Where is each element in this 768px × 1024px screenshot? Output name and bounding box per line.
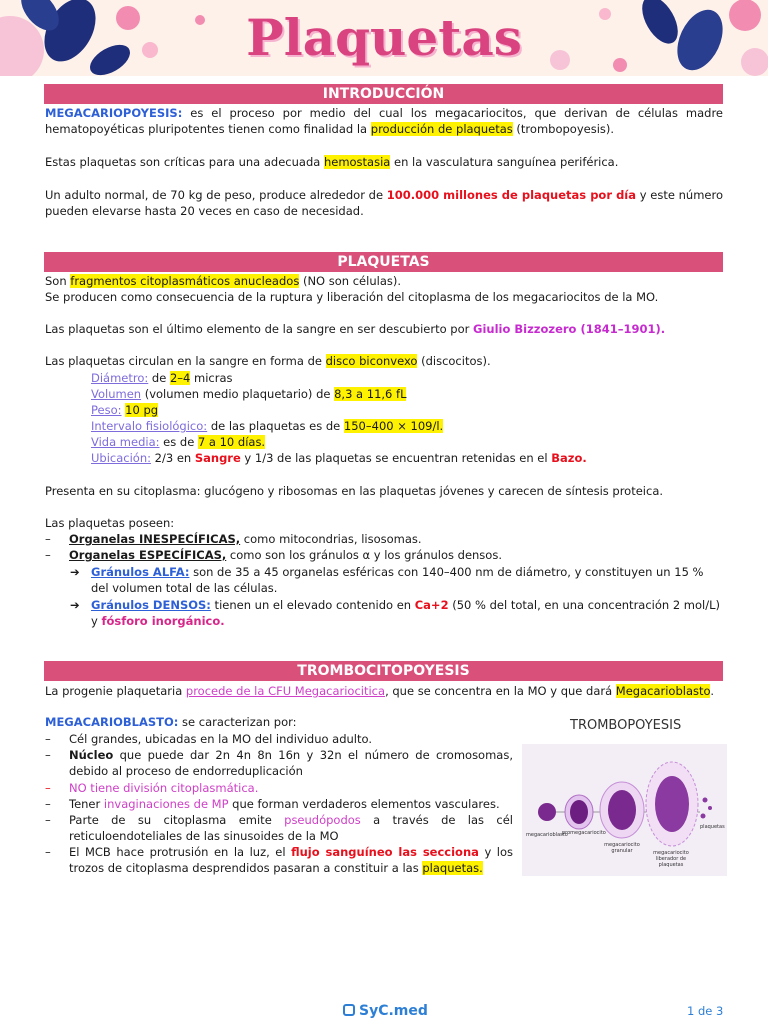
prop-vida-media: Vida media: es de 7 a 10 días. bbox=[91, 435, 266, 449]
section-header-plaquetas: PLAQUETAS bbox=[44, 252, 723, 272]
intro-paragraph-1: MEGACARIOPOYESIS: es el proceso por medio del cual los megacariocitos, que derivan de células madre hematopoyéticas pluripotentes tienen como finalidad la producción de plaquetas (trombopoyesis). bbox=[45, 106, 723, 136]
megacarioblasto-heading: MEGACARIOBLASTO: se caracterizan por: bbox=[45, 715, 297, 729]
prop-intervalo: Intervalo fisiológico: de las plaquetas es de 150–400 × 109/l. bbox=[91, 419, 444, 433]
figure-title: TROMBOPOYESIS bbox=[570, 718, 682, 733]
granulos-densos: Gránulos DENSOS: tienen un el elevado contenido en Ca+2 (50 % del total, en una concentración 2 mol/L) y fósforo inorgánico. bbox=[91, 598, 721, 628]
mb-bullet-1: Cél grandes, ubicadas en la MO del individuo adulto. bbox=[69, 732, 373, 746]
intro-paragraph-2: Estas plaquetas son críticas para una adecuada hemostasia en la vasculatura sanguínea periférica. bbox=[45, 155, 619, 169]
granulos-alfa: Gránulos ALFA: son de 35 a 45 organelas esféricas con 140–400 nm de diámetro, y constituyen un 15 % del volumen total de las células. bbox=[91, 565, 704, 595]
plaq-line-2: Se producen como consecuencia de la ruptura y liberación del citoplasma de los megacariocitos de la MO. bbox=[45, 290, 659, 304]
arrow-icon: ➔ bbox=[70, 565, 80, 579]
organelas-especificas: Organelas ESPECÍFICAS, como son los gránulos α y los gránulos densos. bbox=[69, 548, 502, 562]
trombopoyesis-figure: TROMBOPOYESIS megacarioblasto promegacariocito megacariocito granular megacariocito liberador de plaquetas plaquetas bbox=[522, 712, 727, 877]
plaq-line-5: Presenta en su citoplasma: glucógeno y ribosomas en las plaquetas jóvenes y carecen de síntesis proteica. bbox=[45, 484, 664, 498]
footer-brand: SyC.med bbox=[343, 1003, 428, 1019]
prop-ubicacion: Ubicación: 2/3 en Sangre y 1/3 de las plaquetas se encuentran retenidas en el Bazo. bbox=[91, 451, 587, 465]
mb-bullet-6: El MCB hace protrusión en la luz, el flujo sanguíneo las secciona y los trozos de citoplasma desprendidos pasaran a constituir a las plaquetas. bbox=[69, 845, 513, 875]
prop-volumen: Volumen (volumen medio plaquetario) de 8,3 a 11,6 fL bbox=[91, 387, 407, 401]
mb-bullet-2: Núcleo que puede dar 2n 4n 8n 16n y 32n el número de cromosomas, debido al proceso de endorreduplicación bbox=[69, 748, 513, 778]
mb-bullet-5: Parte de su citoplasma emite pseudópodos a través de las cél reticuloendoteliales de las sinusoides de la MO bbox=[69, 813, 513, 843]
tromb-line-1: La progenie plaquetaria procede de la CFU Megacariocitica, que se concentra en la MO y que dará Megacarioblasto. bbox=[45, 684, 715, 698]
plaq-line-4: Las plaquetas circulan en la sangre en forma de disco biconvexo (discocitos). bbox=[45, 354, 491, 368]
mb-bullet-4: Tener invaginaciones de MP que forman verdaderos elementos vasculares. bbox=[69, 797, 500, 811]
organelas-inespecificas: Organelas INESPECÍFICAS, como mitocondrias, lisosomas. bbox=[69, 532, 422, 546]
section-header-introduccion: INTRODUCCIÓN bbox=[44, 84, 723, 104]
page-header bbox=[0, 0, 768, 76]
intro-paragraph-3: Un adulto normal, de 70 kg de peso, produce alrededor de 100.000 millones de plaquetas por día y este número pueden elevarse hasta 20 veces en caso de necesidad. bbox=[45, 188, 723, 218]
page-title: Plaquetas bbox=[246, 8, 522, 67]
page-number: 1 de 3 bbox=[687, 1004, 724, 1018]
prop-diametro: Diámetro: de 2–4 micras bbox=[91, 371, 233, 385]
instagram-icon bbox=[343, 1004, 355, 1016]
mb-bullet-3: NO tiene división citoplasmática. bbox=[69, 781, 259, 795]
prop-peso: Peso: 10 pg bbox=[91, 403, 159, 417]
plaq-line-1: Son fragmentos citoplasmáticos anucleados (NO son células). bbox=[45, 274, 401, 288]
plaq-line-3: Las plaquetas son el último elemento de la sangre en ser descubierto por Giulio Bizzozero (1841–1901). bbox=[45, 322, 666, 336]
plaq-line-6: Las plaquetas poseen: bbox=[45, 516, 175, 530]
section-header-trombocitopoyesis: TROMBOCITOPOYESIS bbox=[44, 661, 723, 681]
arrow-icon: ➔ bbox=[70, 598, 80, 612]
